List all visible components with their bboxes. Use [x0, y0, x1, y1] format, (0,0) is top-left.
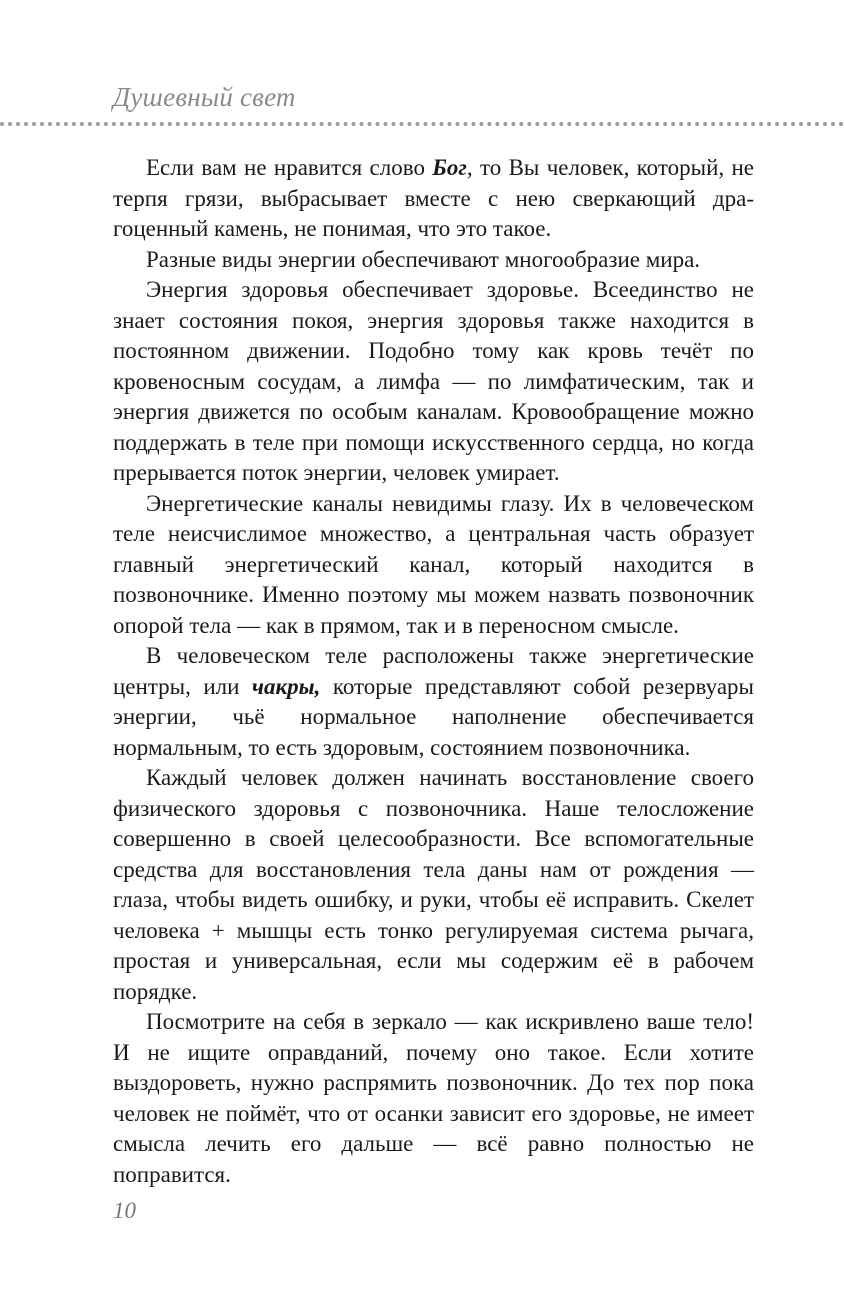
text-segment: Энергетические каналы невидимы глазу. Их в человеческом теле неисчислимое множество, а центральная часть образует главный энергетический канал, который находится в позвоночнике. Именно поэтому мы можем назвать позвоночник опорой тела — как в прямом, так и в переносном смысле.	[113, 490, 754, 638]
emphasized-term-chakry: чакры,	[251, 673, 321, 699]
paragraph-6	[113, 763, 754, 1007]
page-number: 10	[113, 1198, 136, 1223]
text-segment: Каждый человек должен начинать восстановление своего физического здоровья с позвоночника. Наше телосложение совершенно в своей целесообразности. Все вспомогательные средства для восстановления тела даны нам от рождения — глаза, чтобы видеть ошибку, и руки, чтобы её исправить. Скелет человека + мышцы есть тонко регулируемая система рычага, простая и универсальная, если мы содержим её в рабочем порядке.	[113, 765, 754, 1004]
text-segment: , то Вы человек, который, не терпя грязи, выбрасывает вместе с нею сверкающий драгоценный камень, не понимая, что это такое.	[113, 155, 755, 241]
paragraph-4	[113, 489, 754, 642]
text-segment: Если вам не нравится слово	[146, 155, 433, 180]
text-segment: Посмотрите на себя в зеркало — как искривлено ваше тело! И не ищите оправданий, почему оно такое. Если хотите выздороветь, нужно распрямить позвоночник. До тех пор пока человек не поймёт, что от осанки зависит его здоровье, не имеет смысла лечить его дальше — всё равно полностью не поправится.	[113, 1009, 754, 1187]
header-dotted-divider	[0, 122, 844, 126]
text-segment: Энергия здоровья обеспечивает здоровье. Всеединство не знает состояния покоя, энергия здоровья также находится в постоянном движении. Подобно тому как кровь течёт по кровеносным сосудам, а лимфа — по лимфатическим, так и энергия движется по особым каналам. Кровообращение можно поддержать в теле при помощи искусственного сердца, но когда прерывается поток энергии, человек умирает.	[113, 277, 754, 485]
paragraph-5	[113, 641, 754, 763]
text-segment: которые представляют собой резервуары энергии, чьё нормальное наполнение обеспечивается нормальным, то есть здоровым, состоянием позвоночника.	[113, 673, 754, 760]
text-segment: Разные виды энергии обеспечивают многообразие мира.	[146, 246, 701, 272]
paragraph-7	[113, 1007, 754, 1190]
text-segment: В человеческом теле расположены также энергетические центры, или	[113, 643, 754, 699]
paragraph-3	[113, 275, 754, 489]
running-header-title: Душевный свет	[113, 82, 296, 112]
emphasized-term-bog: Бог	[432, 155, 467, 180]
paragraph-2	[113, 245, 754, 276]
paragraph-1	[113, 153, 754, 245]
body-text	[113, 153, 754, 1190]
